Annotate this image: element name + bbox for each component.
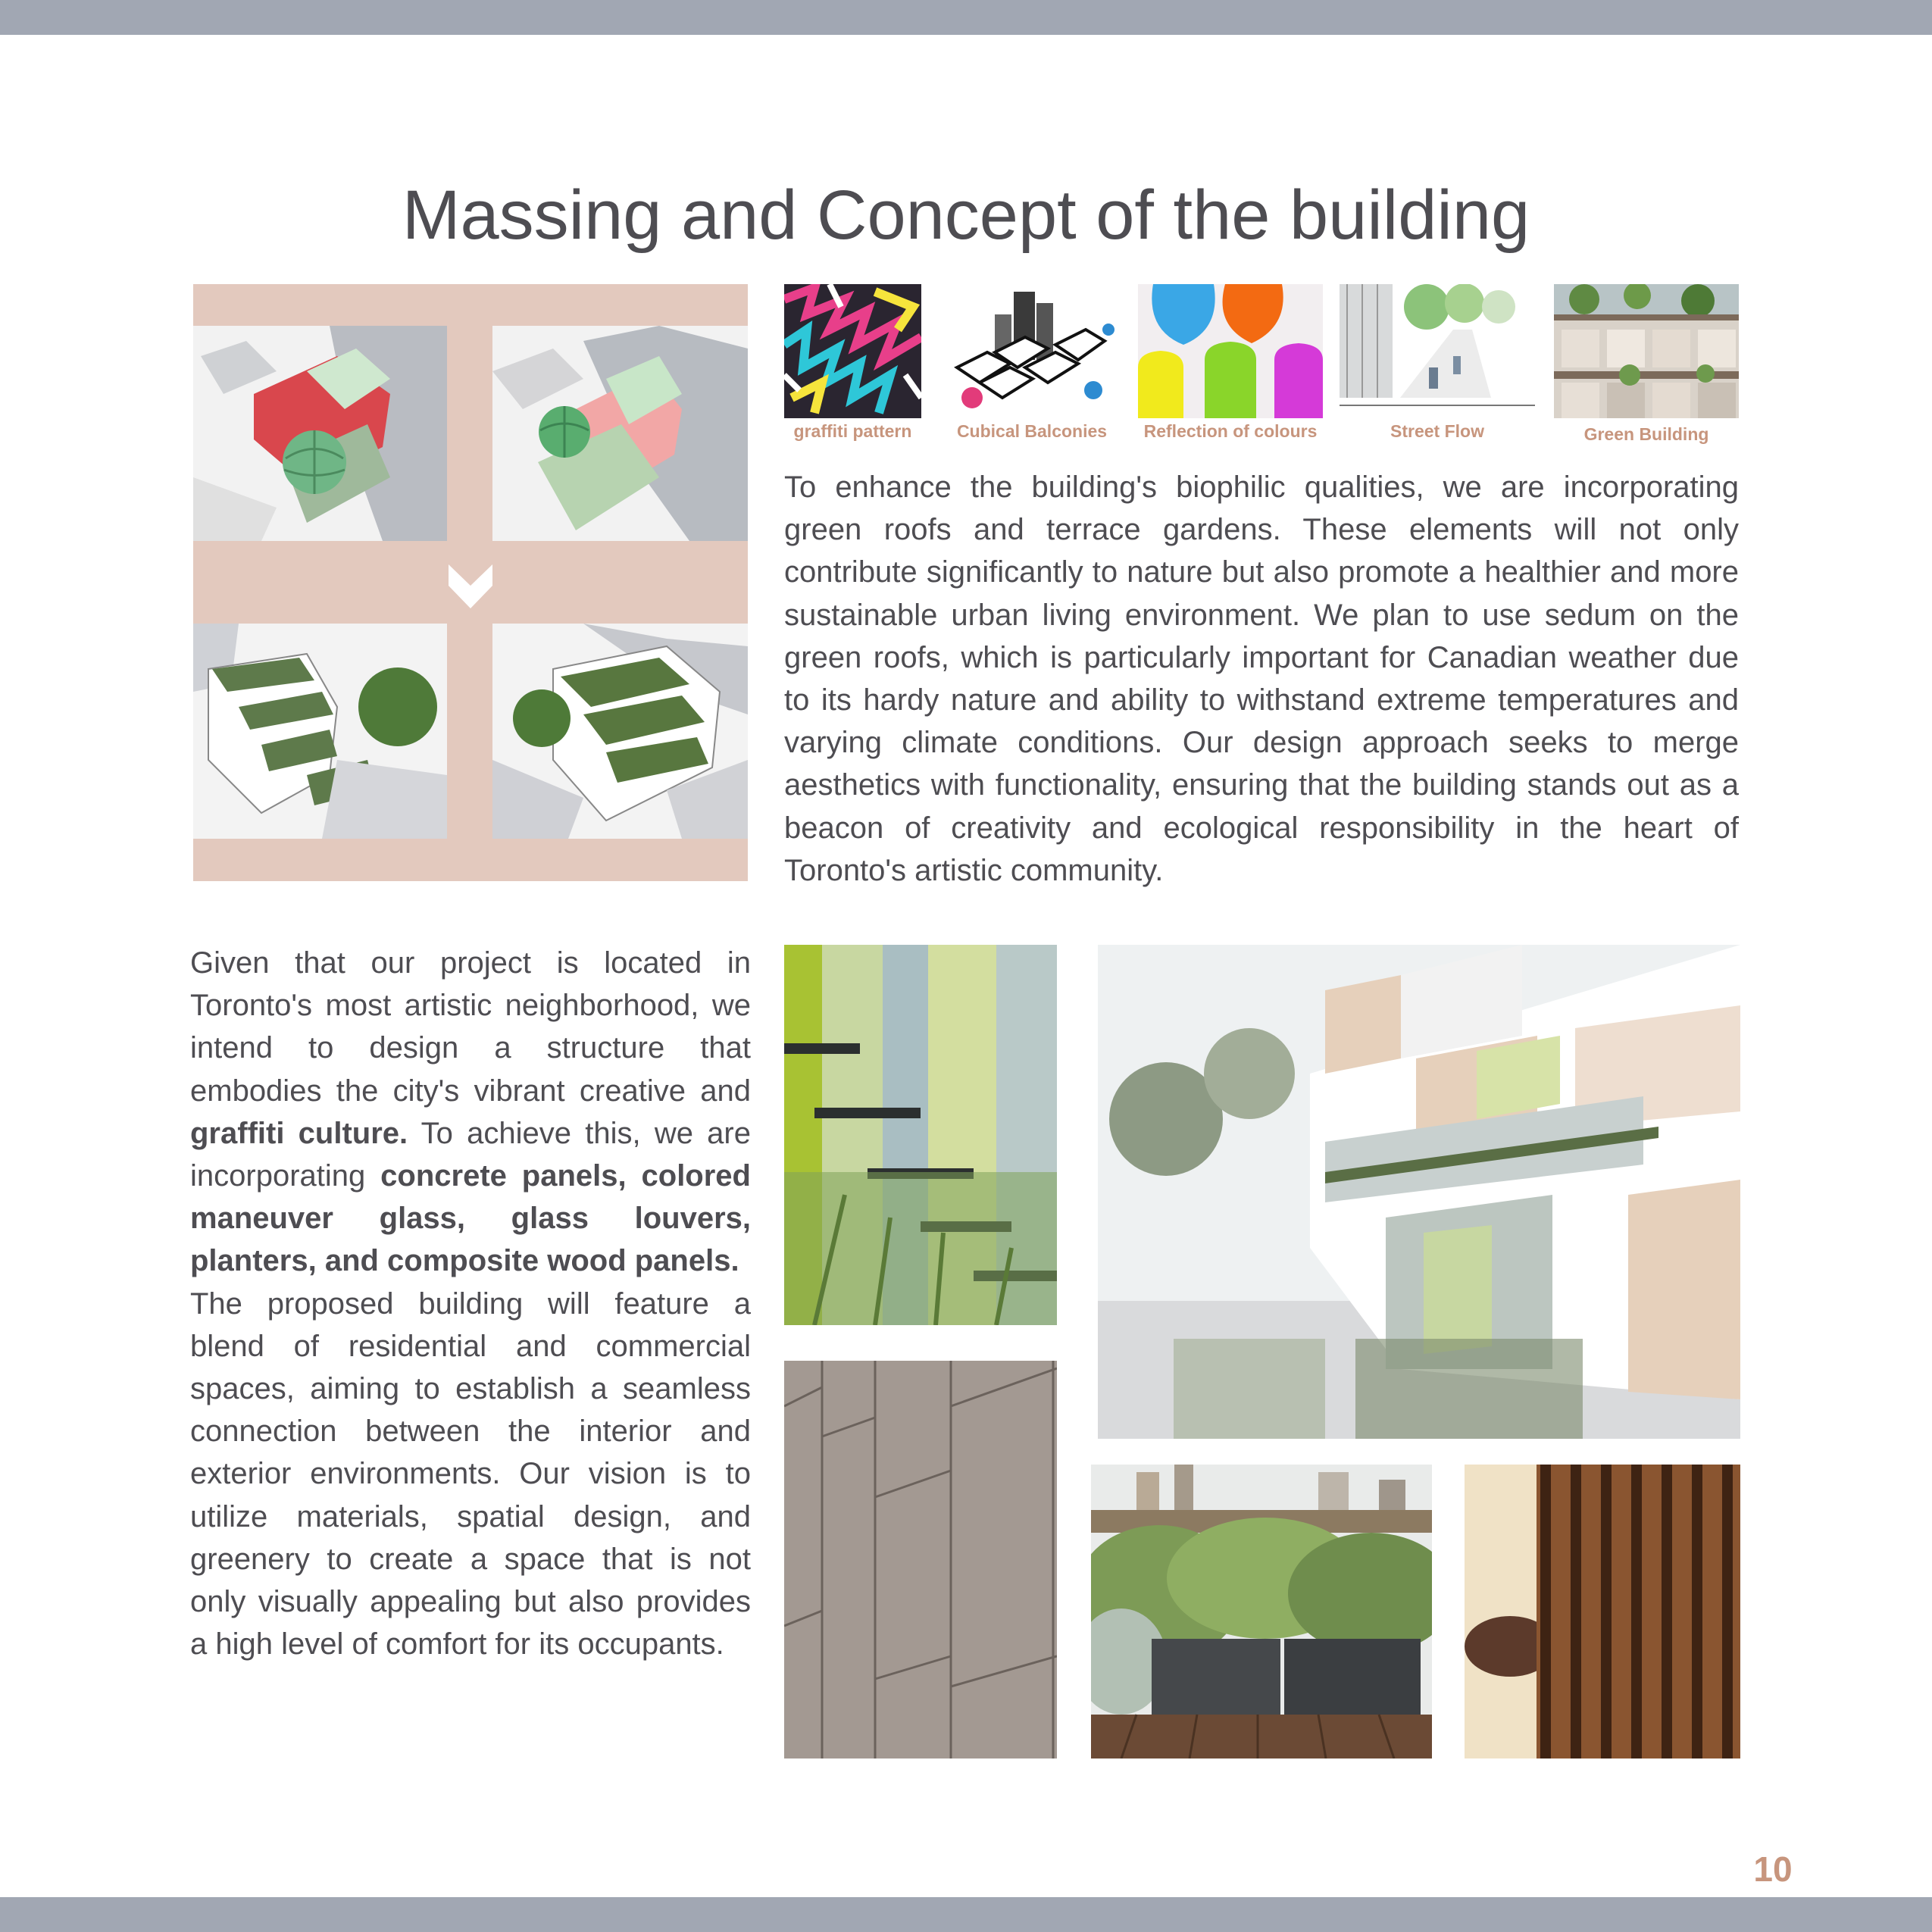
massing-step-3-image xyxy=(193,624,447,839)
page-number: 10 xyxy=(1753,1849,1793,1889)
thumbnail-caption: Street Flow xyxy=(1390,421,1484,441)
chevron-down-icon xyxy=(447,564,494,611)
thumbnail-caption: Cubical Balconies xyxy=(956,421,1108,441)
graffiti-pattern-image xyxy=(784,284,921,418)
concrete-panels-image xyxy=(784,1361,1057,1758)
concept-bold-materials: concrete panels, colored maneuver glass, glass louvers, planters, and composite wood panels. xyxy=(190,1159,751,1278)
concept-text-2: To achieve this, we are incorporating xyxy=(190,1116,751,1193)
bottom-band xyxy=(0,1897,1932,1932)
colored-glass-louvers-image xyxy=(784,945,1057,1325)
thumbnail-caption: Reflection of colours xyxy=(1143,421,1318,441)
thumbnail-caption: Green Building xyxy=(1583,424,1709,444)
massing-step-1-image xyxy=(193,326,447,541)
concept-bold-graffiti: graffiti culture. xyxy=(190,1116,408,1150)
rooftop-planters-image xyxy=(1091,1465,1432,1758)
massing-step-2-image xyxy=(492,326,748,541)
colour-reflection-image xyxy=(1138,284,1323,418)
cubical-balconies-image xyxy=(942,284,1122,418)
street-flow-image xyxy=(1340,284,1535,418)
massing-step-4-image xyxy=(492,624,748,839)
page-title: Massing and Concept of the building xyxy=(402,177,1530,254)
building-rendering-image xyxy=(1098,945,1740,1439)
massing-study-panel xyxy=(193,284,748,881)
green-building-image xyxy=(1554,284,1739,418)
concept-description xyxy=(190,942,751,1665)
top-band xyxy=(0,0,1932,35)
concept-text-3: The proposed building will feature a blend of residential and commercial spaces, aiming to establish a seamless connection between the interior and exterior environments. Our vision is to utilize materials, spatial design, and greenery to create a space that is not only visually appealing but also provides a high level of comfort for its occupants. xyxy=(190,1286,751,1662)
biophilic-description: To enhance the building's biophilic qualities, we are incorporating green roofs and terrace gardens. These elements will not only contribute significantly to nature but also promote a healthier and more sustainable urban living environment. We plan to use sedum on the green roofs, which is particularly important for Canadian weather due to its hardy nature and ability to withstand extreme temperatures and varying climate conditions. Our design approach seeks to merge aesthetics with functionality, ensuring that the building stands out as a beacon of creativity and ecological responsibility in the heart of Toronto's artistic community. xyxy=(784,470,1739,887)
wood-panels-image xyxy=(1465,1465,1740,1758)
thumbnail-caption: graffiti pattern xyxy=(793,421,912,441)
concept-text-1: Given that our project is located in Toronto's most artistic neighborhood, we intend to design a structure that embodies the city's vibrant creative and xyxy=(190,946,751,1108)
